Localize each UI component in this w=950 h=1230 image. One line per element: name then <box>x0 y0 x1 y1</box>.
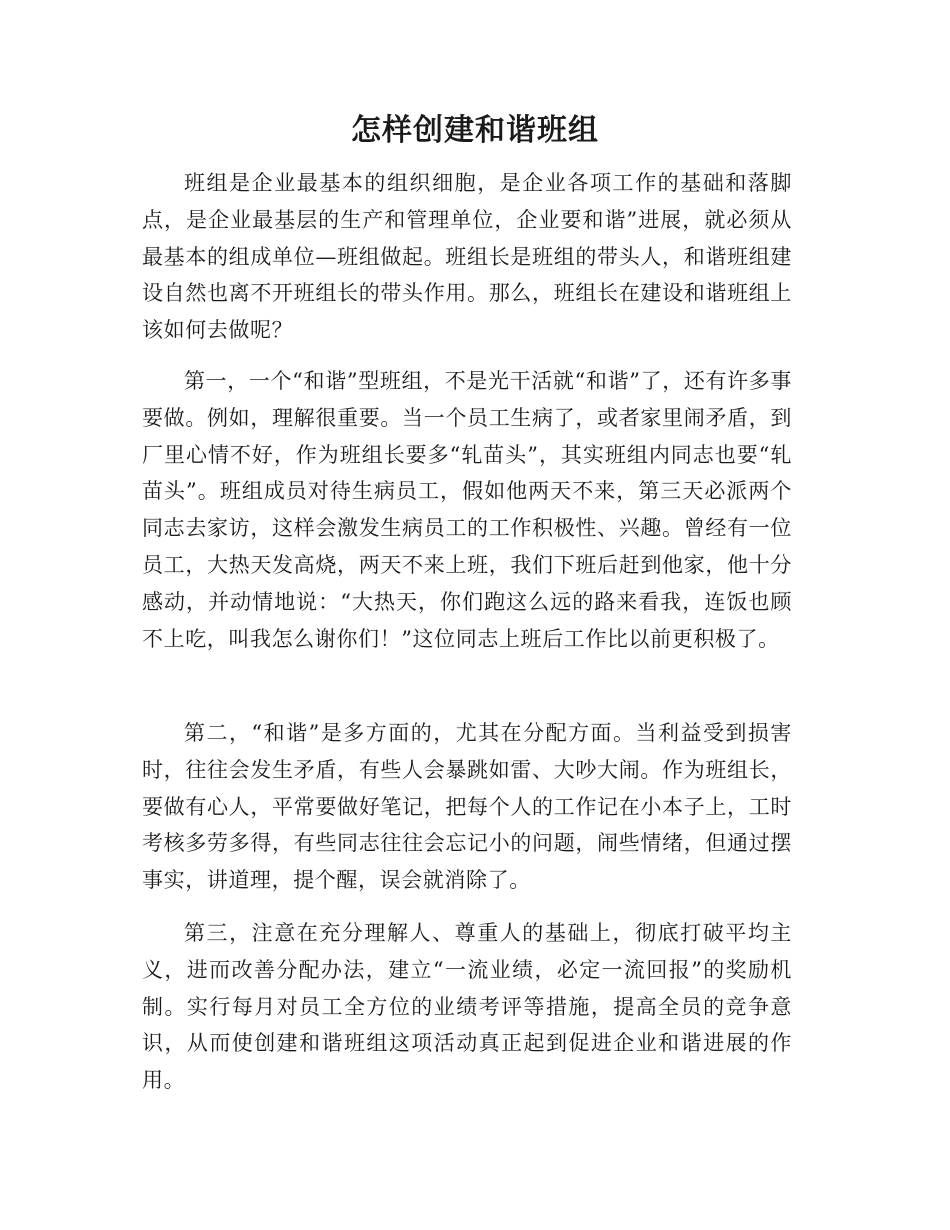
paragraph-second: 第二，“和谐”是多方面的，尤其在分配方面。当利益受到损害时，往往会发生矛盾，有些人会暴跳如雷、大吵大闹。作为班组长，要做有心人，平常要做好笔记，把每个人的工作记在小本子上，工时考核多劳多得，有些同志往往会忘记小的问题，闹些情绪，但通过摆事实，讲道理，提个醒，误会就消除了。 <box>142 721 792 893</box>
paragraph-intro: 班组是企业最基本的组织细胞，是企业各项工作的基础和落脚点，是企业最基层的生产和管理单位，企业要和谐”进展，就必须从最基本的组成单位—班组做起。班组长是班组的带头人，和谐班组建设自然也离不开班组长的带头作用。那么，班组长在建设和谐班组上该如何去做呢？ <box>142 171 792 343</box>
document-title: 怎样创建和谐班组 <box>351 113 599 148</box>
paragraph-first: 第一，一个“和谐”型班组，不是光干活就“和谐”了，还有许多事要做。例如，理解很重要。当一个员工生病了，或者家里闹矛盾，到厂里心情不好，作为班组长要多“轧苗头”，其实班组内同志也要“轧苗头”。班组成员对待生病员工，假如他两天不来，第三天必派两个同志去家访，这样会激发生病员工的工作积极性、兴趣。曾经有一位员工，大热天发高烧，两天不来上班，我们下班后赶到他家，他十分感动，并动情地说：“大热天，你们跑这么远的路来看我，连饭也顾不上吃，叫我怎么谢你们！”这位同志上班后工作比以前更积极了。 <box>142 369 792 651</box>
paragraph-third: 第三，注意在充分理解人、尊重人的基础上，彻底打破平均主义，进而改善分配办法，建立“一流业绩，必定一流回报”的奖励机制。实行每月对员工全方位的业绩考评等措施，提高全员的竞争意识，从而使创建和谐班组这项活动真正起到促进企业和谐进展的作用。 <box>142 921 792 1093</box>
